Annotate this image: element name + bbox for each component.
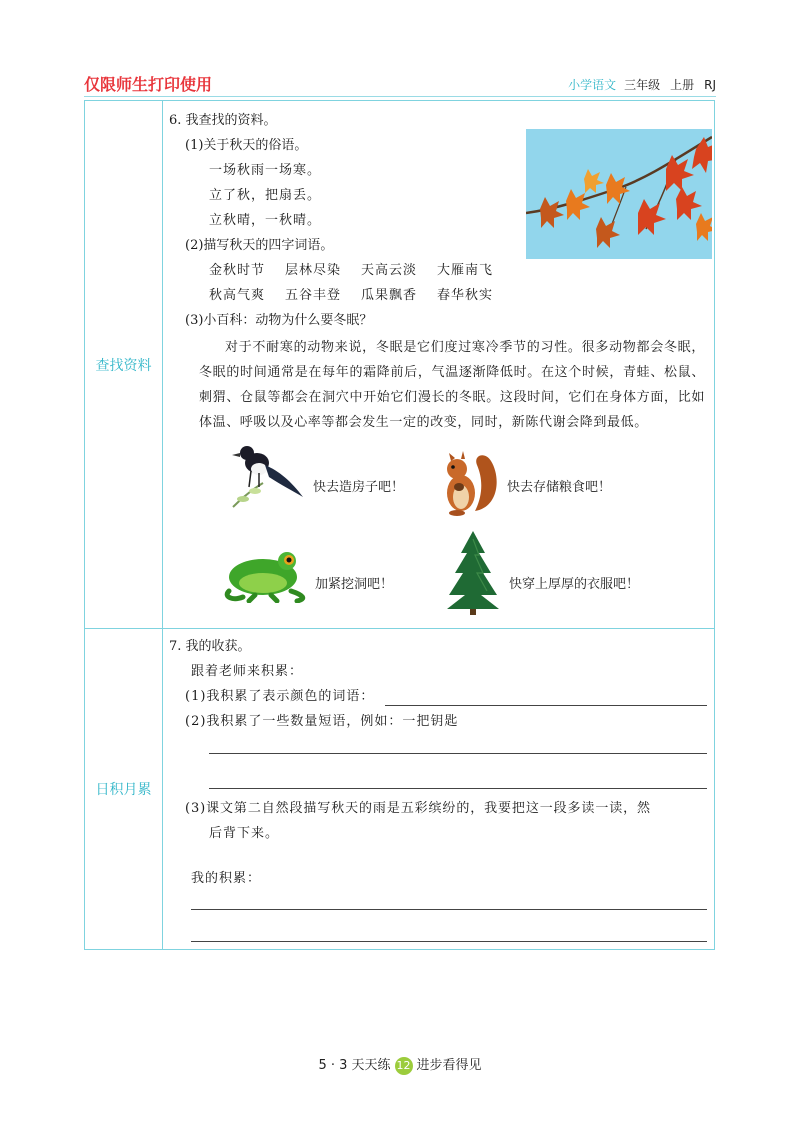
accumulation-body <box>163 629 714 949</box>
item-3-line-1: (3)课文第二自然段描写秋天的雨是五彩缤纷的，我要把这一段多读一读，然 <box>185 801 651 816</box>
item-2-quantity: (2)我积累了一些数量短语，例如：一把钥匙 <box>185 714 459 729</box>
item-3-line-2: 后背下来。 <box>209 826 280 841</box>
my-accumulation-line-1[interactable] <box>191 909 707 910</box>
idiom: 金秋时节 <box>209 263 266 278</box>
color-words-answer-line[interactable] <box>385 705 707 706</box>
accumulation-row <box>85 629 714 949</box>
magpie-speech: 快去造房子吧！ <box>313 480 405 495</box>
question-6-title: 6. 我查找的资料。 <box>169 113 277 128</box>
volume-label: 上册 <box>670 78 695 92</box>
idiom: 五谷丰登 <box>285 288 342 303</box>
print-notice: 仅限师生打印使用 <box>84 75 213 94</box>
proverb-3: 立秋晴，一秋晴。 <box>209 213 322 228</box>
research-row <box>85 101 714 629</box>
idiom: 大雁南飞 <box>437 263 494 278</box>
idioms-row-2 <box>209 284 513 308</box>
autumn-leaves-photo <box>526 129 712 259</box>
idiom: 瓜果飘香 <box>361 288 418 303</box>
footer-brand: 5 · 3 天天练 <box>318 1058 391 1073</box>
page-number: 12 <box>395 1057 413 1075</box>
hibernation-paragraph: 对于不耐寒的动物来说，冬眠是它们度过寒冷季节的习性。很多动物都会冬眠，冬眠的时间通常是在每年的霜降前后，气温逐渐降低时。在这个时候，青蛙、松鼠、刺猬、仓鼠等都会在洞穴中开始它们漫长的冬眠。这段时间，它们在身体方面，比如体温、呼吸以及心率等都会发生一定的改变，同时，新陈代谢会降到最低。 <box>199 340 705 430</box>
my-accumulation-label: 我的积累： <box>191 871 262 886</box>
tree-speech: 快穿上厚厚的衣服吧！ <box>509 577 640 592</box>
footer-slogan: 进步看得见 <box>416 1058 482 1073</box>
idiom: 层林尽染 <box>285 263 342 278</box>
idiom: 天高云淡 <box>361 263 418 278</box>
item-1-colors: (1)我积累了表示颜色的词语： <box>185 689 375 704</box>
quantity-answer-line-2[interactable] <box>209 788 707 789</box>
idioms-row-1 <box>209 259 513 283</box>
worksheet-table <box>84 100 715 950</box>
quantity-answer-line-1[interactable] <box>209 753 707 754</box>
research-body <box>163 101 714 628</box>
book-info <box>568 76 716 93</box>
proverb-1: 一场秋雨一场寒。 <box>209 163 322 178</box>
idioms-title: (2)描写秋天的四字词语。 <box>185 238 334 253</box>
proverbs-title: (1)关于秋天的俗语。 <box>185 138 308 153</box>
idiom: 秋高气爽 <box>209 288 266 303</box>
proverb-2: 立了秋，把扇丢。 <box>209 188 322 203</box>
my-accumulation-line-2[interactable] <box>191 941 707 942</box>
accumulation-label: 日积月累 <box>85 629 163 949</box>
accumulation-intro: 跟着老师来积累： <box>191 664 304 679</box>
research-label: 查找资料 <box>85 101 163 628</box>
subject-label: 小学语文 <box>568 78 617 92</box>
header-rule <box>84 96 716 97</box>
squirrel-speech: 快去存储粮食吧！ <box>507 480 612 495</box>
squirrel-illustration <box>439 447 499 526</box>
magpie-illustration <box>229 441 309 520</box>
frog-speech: 加紧挖洞吧！ <box>315 577 394 592</box>
page-footer <box>0 1054 800 1075</box>
fir-tree-illustration <box>445 529 501 626</box>
question-7-title: 7. 我的收获。 <box>169 639 251 654</box>
grade-label: 三年级 <box>624 78 661 92</box>
frog-illustration <box>221 543 311 612</box>
edition-label: RJ <box>704 78 716 92</box>
idiom: 春华秋实 <box>437 288 494 303</box>
encyclopedia-title: (3)小百科：动物为什么要冬眠？ <box>185 313 373 328</box>
